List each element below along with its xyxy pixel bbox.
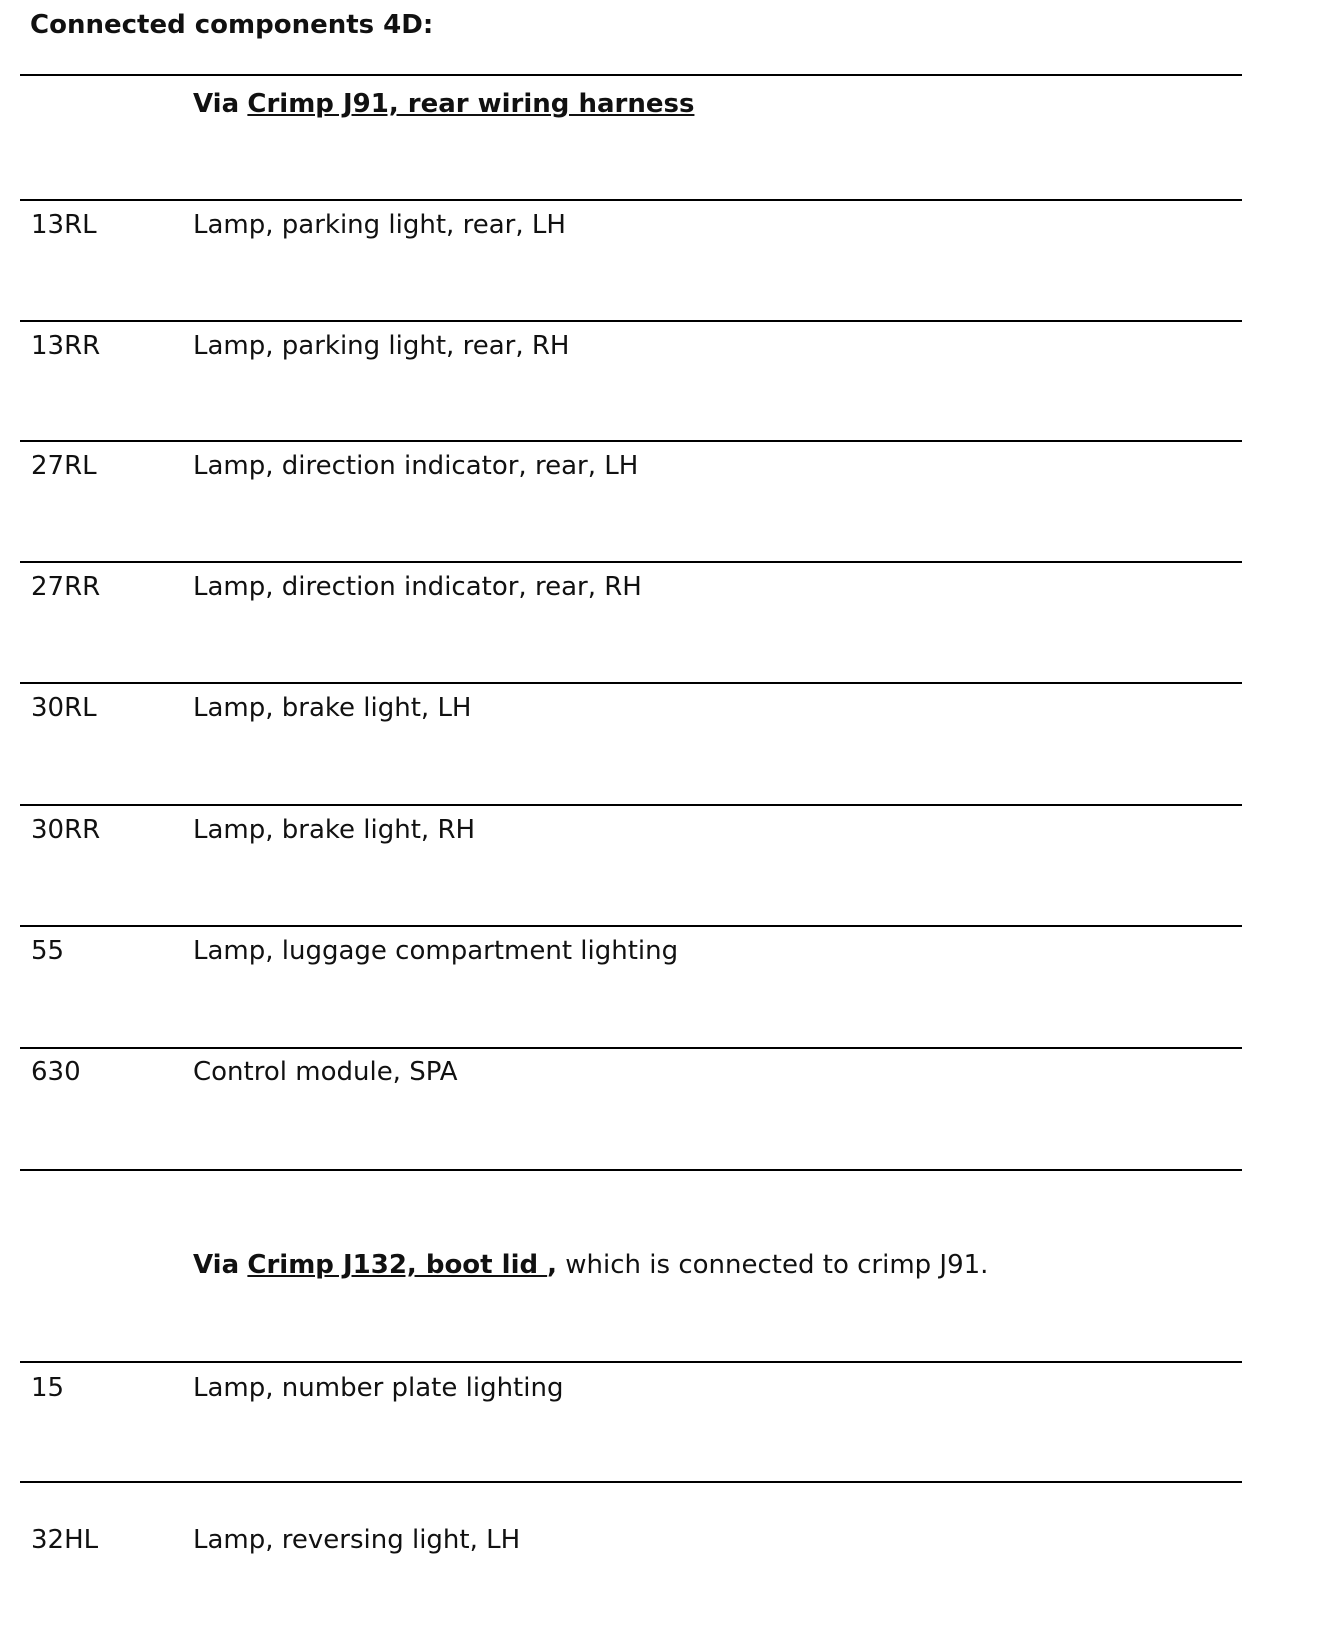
divider: [20, 440, 1242, 442]
component-description: Lamp, number plate lighting: [193, 1373, 564, 1403]
divider: [20, 320, 1242, 322]
component-description: Lamp, direction indicator, rear, RH: [193, 572, 642, 602]
divider: [20, 1169, 1242, 1171]
list-item: [0, 1525, 1344, 1555]
list-item: [0, 572, 1344, 602]
list-item: [0, 1057, 1344, 1087]
component-description: Lamp, brake light, LH: [193, 693, 472, 723]
section-heading-prefix: Via: [193, 89, 240, 119]
page-title: Connected components 4D:: [30, 10, 434, 40]
divider: [20, 682, 1242, 684]
list-item: [0, 936, 1344, 966]
list-item: [0, 451, 1344, 481]
list-item: [0, 815, 1344, 845]
list-item: [0, 331, 1344, 361]
component-description: Lamp, reversing light, LH: [193, 1525, 521, 1555]
component-description: Control module, SPA: [193, 1057, 458, 1087]
component-description: Lamp, parking light, rear, LH: [193, 210, 566, 240]
crimp-j91-link[interactable]: Crimp J91, rear wiring harness: [247, 89, 695, 119]
section-heading-prefix: Via: [193, 1250, 240, 1280]
component-code: 30RL: [31, 693, 97, 723]
component-description: Lamp, direction indicator, rear, LH: [193, 451, 639, 481]
crimp-j132-link[interactable]: Crimp J132, boot lid: [247, 1250, 548, 1280]
divider: [20, 199, 1242, 201]
divider: [20, 925, 1242, 927]
component-code: 27RL: [31, 451, 97, 481]
component-description: Lamp, parking light, rear, RH: [193, 331, 570, 361]
divider: [20, 804, 1242, 806]
component-description: Lamp, luggage compartment lighting: [193, 936, 679, 966]
divider: [20, 561, 1242, 563]
list-item: [0, 693, 1344, 723]
component-code: 55: [31, 936, 65, 966]
component-description: Lamp, brake light, RH: [193, 815, 476, 845]
divider: [20, 74, 1242, 76]
divider: [20, 1481, 1242, 1483]
list-item: [0, 210, 1344, 240]
component-code: 27RR: [31, 572, 101, 602]
section-heading: [193, 89, 694, 119]
divider: [20, 1047, 1242, 1049]
component-code: 32HL: [31, 1525, 99, 1555]
list-item: [0, 1373, 1344, 1403]
component-code: 30RR: [31, 815, 101, 845]
section-heading-note: which is connected to crimp J91.: [557, 1250, 989, 1280]
component-code: 15: [31, 1373, 65, 1403]
section-heading: [193, 1250, 988, 1280]
component-code: 630: [31, 1057, 81, 1087]
component-code: 13RR: [31, 331, 101, 361]
component-code: 13RL: [31, 210, 97, 240]
section-heading-comma: ,: [547, 1250, 558, 1280]
divider: [20, 1361, 1242, 1363]
